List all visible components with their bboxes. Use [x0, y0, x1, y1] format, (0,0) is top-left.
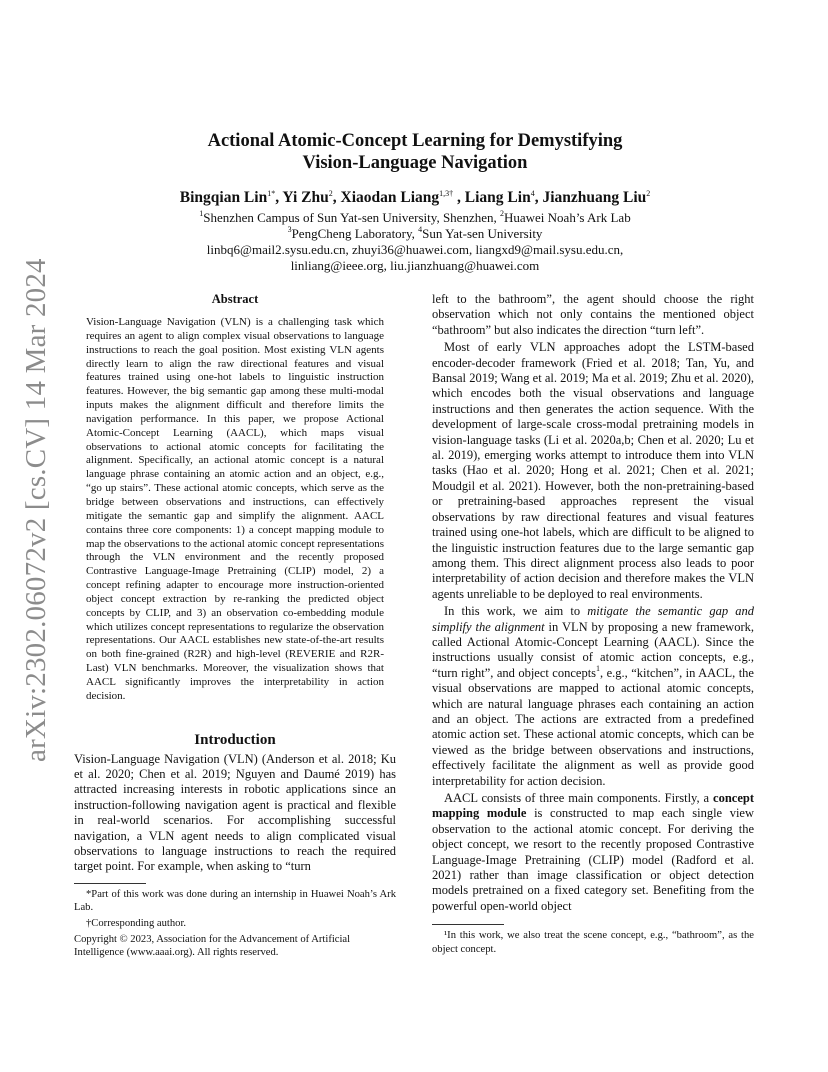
- p3-text-c: , e.g., “kitchen”, in AACL, the visual observations are mapped to actional atomic concepts, which are natural language phrases each containing an action and an object. The actions are extracted from a predefined atomic action set. These actional atomic concepts, which can be viewed as the bridge between observations and instructions, effectively facilitate the alignment as well as provide good interpretability for action decision.: [432, 665, 754, 788]
- author-2-mark: 2: [328, 189, 333, 198]
- affil-3: PengCheng Laboratory,: [291, 226, 419, 241]
- author-3-mark: 1,3†: [439, 189, 454, 198]
- author-3: , Xiaodan Liang: [332, 189, 440, 206]
- affil-1: Shenzhen Campus of Sun Yat-sen University, Shenzhen,: [203, 210, 500, 225]
- author-list: [100, 188, 730, 208]
- author-5-mark: 2: [646, 189, 651, 198]
- affil-mark-2: 2: [499, 209, 504, 218]
- affil-mark-1: 1: [199, 209, 204, 218]
- p3-text-b: in VLN by proposing a new framework, called Actional Atomic-Concept Learning (AACL). Since the instructions usually consist of atomic action concepts, e.g., “turn right”, and object concepts: [432, 619, 754, 680]
- p4-text-c: is constructed to map each single view observation to the actional atomic concept. For deriving the object concept, we resort to the recently proposed Contrastive Language-Image Pretraining (CLIP) model (Radford et al. 2021) rather than image classification or object detection models pretrained on a fixed category set. Benefiting from the powerful open-world object: [432, 806, 754, 913]
- intro-paragraph-1: Vision-Language Navigation (VLN) (Anderson et al. 2018; Ku et al. 2020; Chen et al. 2019; Nguyen and Daumé 2019) has attracted increasing interests in robotic applications since an instruction-following navigation agent is practical and flexible in real-world scenarios. For accomplishing successful navigation, a VLN agent needs to align complicated visual observations to language instructions to reach the required target point. For example, when asking to “turn: [74, 751, 396, 874]
- abstract-heading: Abstract: [211, 292, 259, 306]
- intro-paragraph-4: [432, 791, 754, 914]
- introduction-heading: Introduction: [194, 731, 276, 748]
- affiliation-line-1: [100, 210, 730, 226]
- title-line-1: Actional Atomic-Concept Learning for Demystifying: [207, 131, 623, 151]
- abstract-body: Vision-Language Navigation (VLN) is a challenging task which requires an agent to align complex visual observations to language instructions to reach the goal position. Most existing VLN agents directly learn to align the raw directional features and visual features trained using one-hot labels to linguistic instruction features. However, the big semantic gap among these multi-modal inputs makes the alignment difficult and therefore limits the navigation performance. In this paper, we propose Actional Atomic-Concept Learning (AACL), which maps visual observations to actional atomic concepts for facilitating the alignment. Specifically, an actional atomic concept is a natural language phrase containing an atomic action and an object, e.g., “go up stairs”. These actional atomic concepts, which serve as the bridge between observations and instructions, can effectively mitigate the semantic gap and simplify the alignment. AACL contains three core components: 1) a concept mapping module to map the observations to the actional atomic concept representations through the VLN environment and the recently proposed Contrastive Language-Image Pretraining (CLIP) model, 2) a concept refining adapter to encourage more instruction-oriented object concept extraction by re-ranking the predicted object concepts by CLIP, and 3) an observation co-embedding module which utilizes concept representations to regularize the observation representations. Our AACL establishes new state-of-the-art results on both fine-grained (R2R) and high-level (REVERIE and R2R-Last) VLN benchmarks. Moreover, the visualization shows that AACL significantly improves the interpretability in action decision.: [86, 316, 384, 702]
- title-line-2: Vision-Language Navigation: [302, 153, 528, 173]
- p4-text-a: AACL consists of three main components. Firstly, a: [444, 791, 714, 805]
- p3-text-a: In this work, we aim to: [444, 604, 588, 619]
- right-footnotes: [432, 916, 754, 958]
- affiliations: [100, 210, 730, 274]
- email-line-2[interactable]: linliang@ieee.org, liu.jianzhuang@huawei.com: [290, 258, 540, 273]
- email-line-1[interactable]: linbq6@mail2.sysu.edu.cn, zhuyi36@huawei.com, liangxd9@mail.sysu.edu.cn,: [206, 242, 624, 257]
- author-1: Bingqian Lin: [179, 189, 268, 206]
- intro-paragraph-2: Most of early VLN approaches adopt the LSTM-based encoder-decoder framework (Fried et al. 2018; Tan, Yu, and Bansal 2019; Wang et al. 2019; Ma et al. 2019; Zhu et al. 2020), which encodes both the visual observations and language instructions and then generates the action sequence. With the development of large-scale cross-modal pretraining models in vision-language tasks (Li et al. 2020a,b; Chen et al. 2020; Lu et al. 2019), emerging works attempt to introduce them into VLN tasks (Hao et al. 2020; Hong et al. 2021; Chen et al. 2021; Moudgil et al. 2021). However, both the non-pretraining-based or pretraining-based approaches represent the visual observations by raw directional features and visual features trained using one-hot labels, which are difficult to be aligned to the linguistic instruction features due to the large semantic gap among them. This direct alignment process also leads to poor interpretability of action decision and therefore makes the VLN agents unreliable to be deployed to real environments.: [432, 340, 754, 601]
- author-2: , Yi Zhu: [275, 189, 329, 206]
- p3-emphasis: mitigate the semantic gap and simplify the alignment: [432, 604, 754, 634]
- footnote-1: ¹In this work, we also treat the scene concept, e.g., “bathroom”, as the object concept.: [432, 930, 754, 955]
- affil-2: Huawei Noah’s Ark Lab: [503, 210, 631, 225]
- right-footnote-rule: [432, 924, 504, 925]
- footnote-star: *Part of this work was done during an internship in Huawei Noah’s Ark Lab.: [74, 888, 396, 914]
- affil-mark-4: 4: [418, 225, 423, 234]
- paper-title: [130, 130, 700, 174]
- affil-mark-3: 3: [287, 225, 292, 234]
- intro-paragraph-3: [432, 604, 754, 789]
- footnote-rule: [74, 883, 146, 884]
- author-5: , Jianzhuang Liu: [534, 189, 647, 206]
- intro-paragraph-continued: left to the bathroom”, the agent should choose the right observation which not only contains the mentioned object “bathroom” but also indicates the direction “turn left”.: [432, 292, 754, 337]
- left-column: [74, 290, 396, 960]
- footnote-ref-1[interactable]: 1: [596, 663, 601, 673]
- right-column: [432, 292, 754, 914]
- affiliation-line-2: [100, 226, 730, 242]
- author-4: , Liang Lin: [453, 189, 531, 206]
- arxiv-sidebar-stamp: arXiv:2302.06072v2 [cs.CV] 14 Mar 2024: [20, 258, 52, 762]
- author-4-mark: 4: [530, 189, 535, 198]
- copyright-notice: Copyright © 2023, Association for the Advancement of Artificial Intelligence (www.aaai.org). All rights reserved.: [74, 933, 351, 959]
- author-1-mark: 1*: [267, 189, 276, 198]
- affil-4: Sun Yat-sen University: [422, 226, 543, 241]
- footnote-dagger: †Corresponding author.: [86, 918, 187, 930]
- p4-bold: concept mapping module: [432, 791, 754, 821]
